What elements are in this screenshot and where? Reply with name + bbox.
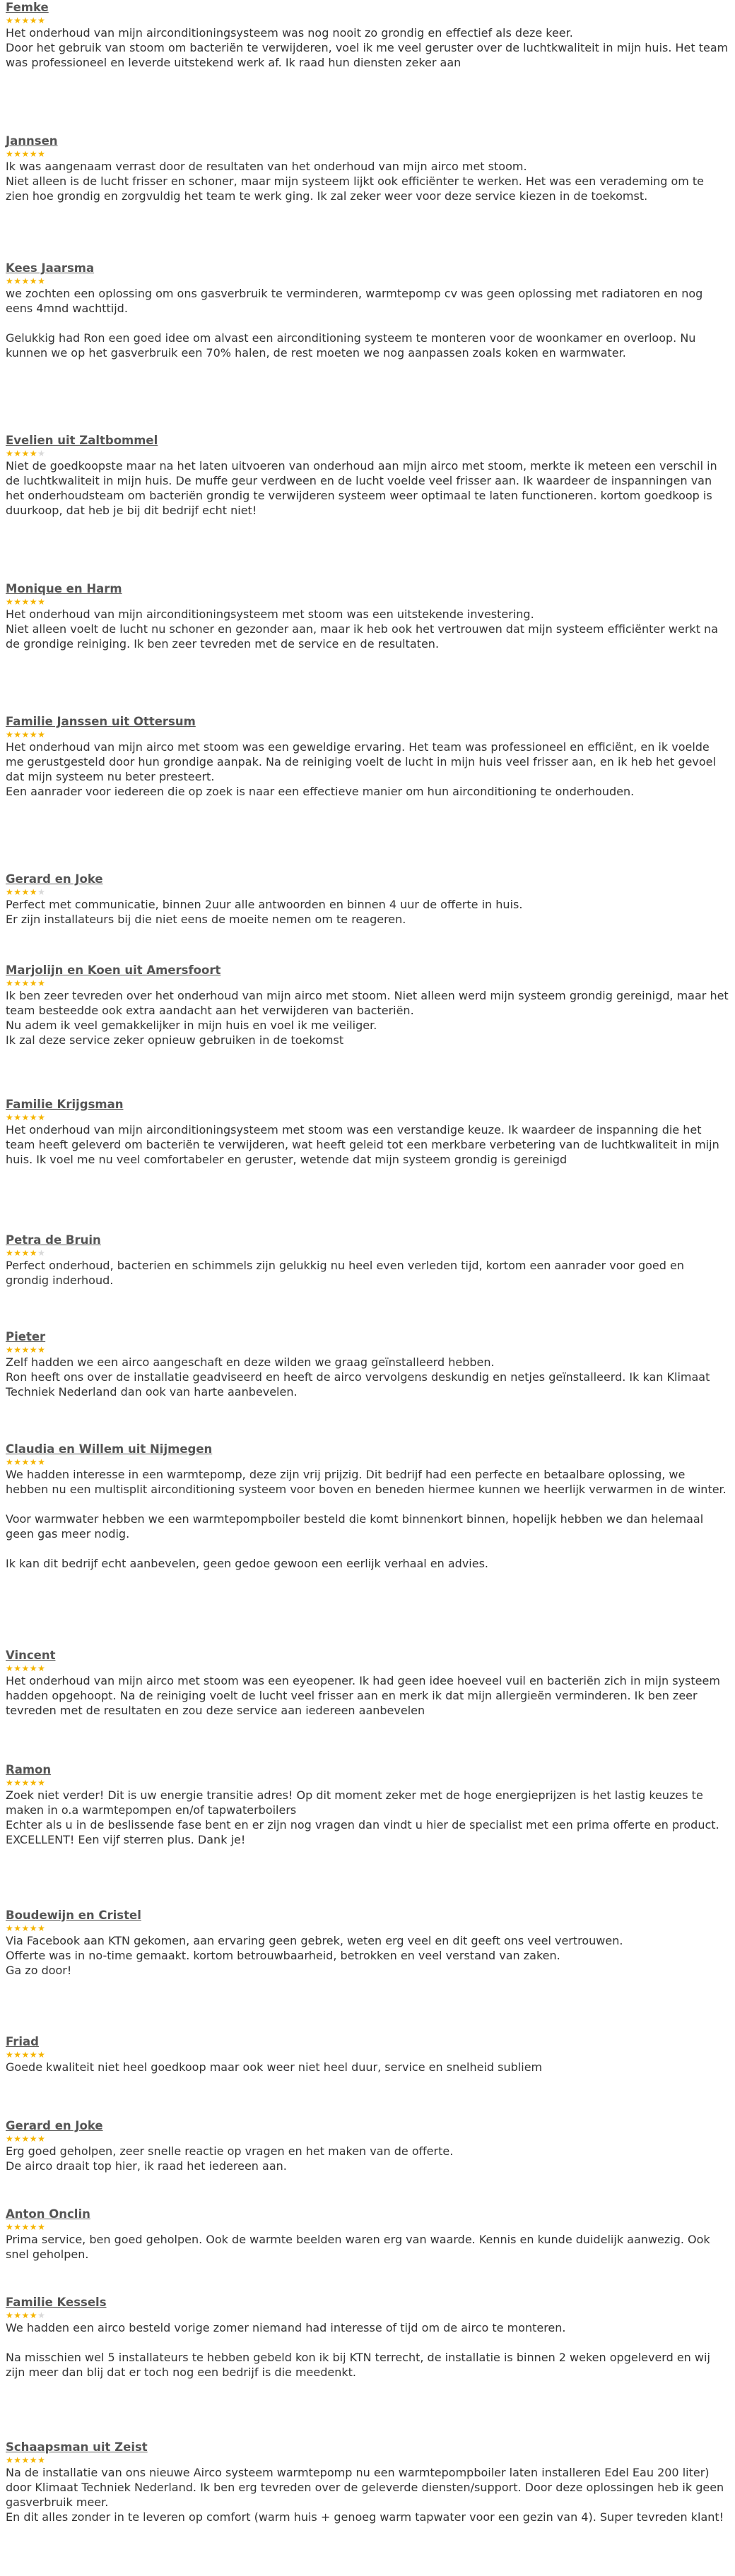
- review-item: [6, 1233, 729, 1288]
- review-item: [6, 1097, 729, 1167]
- reviewer-name: Familie Janssen uit Ottersum: [6, 715, 196, 728]
- review-paragraph: [6, 2144, 729, 2173]
- star-icon: ★: [6, 1923, 14, 1933]
- review-line: We hadden interesse in een warmtepomp, deze zijn vrij prijzig. Dit bedrijf had een perfecte en betaalbare oplossing, we hebben nu een multisplit airconditioning systeem voor boven en beneden hiermee kunnen we heerlijk verwarmen in de winter.: [6, 1468, 727, 1496]
- review-paragraph: [6, 286, 729, 316]
- star-icon: ★: [13, 1112, 22, 1122]
- star-icon: ★: [6, 597, 14, 607]
- review-text: [6, 740, 729, 799]
- review-text: [6, 25, 729, 70]
- review-text: [6, 2144, 729, 2173]
- star-icon: ★: [37, 597, 46, 607]
- review-paragraph: [6, 1122, 729, 1167]
- star-icon: ★: [21, 1663, 30, 1673]
- rating-stars: [6, 1248, 729, 1258]
- review-line: Gelukkig had Ron een goed idee om alvast een airconditioning systeem te monteren voor de woonkamer en overloop. Nu kunnen we op het gasverbruik een 70% halen, de rest moeten we nog aanpassen zoals koken en warmwater.: [6, 331, 696, 360]
- review-line: En dit alles zonder in te leveren op comfort (warm huis + genoeg warm tapwater voor een gezin van 4). Super tevreden klant!: [6, 2510, 724, 2524]
- star-icon: ★: [29, 1345, 38, 1355]
- star-icon: ★: [29, 1457, 38, 1467]
- review-item: [6, 1648, 729, 1718]
- review-line: Door het gebruik van stoom om bacteriën te verwijderen, voel ik me veel geruster over de luchtkwaliteit in mijn huis. Het team was professioneel en leverde uitstekend werk af. Ik raad hun diensten zeker aan: [6, 41, 729, 69]
- reviewer-name: Boudewijn en Cristel: [6, 1909, 141, 1922]
- review-line: Het onderhoud van mijn airconditioningsysteem met stoom was een verstandige keuze. Ik waardeer de inspanning die het team heeft geleverd om bacteriën te verwijderen, wat heeft geleid tot een merkbare verbetering van de luchtkwaliteit in mijn huis. Ik voel me nu veel comfortabeler en geruster, wetende dat mijn systeem grondig is gereinigd: [6, 1123, 719, 1166]
- star-icon: ★: [21, 1345, 30, 1355]
- reviewer-name: Monique en Harm: [6, 582, 122, 595]
- star-icon: ★: [13, 730, 22, 740]
- star-icon: ★: [37, 1112, 46, 1122]
- rating-stars: [6, 1923, 729, 1933]
- star-icon: ★: [13, 276, 22, 286]
- reviewer-name: Evelien uit Zaltbommel: [6, 434, 158, 447]
- review-line: Echter als u in de beslissende fase bent en er zijn nog vragen dan vindt u hier de specialist met een prima offerte en product. EXCELLENT! Een vijf sterren plus. Dank je!: [6, 1818, 719, 1846]
- review-line: We hadden een airco besteld vorige zomer niemand had interesse of tijd om de airco te monteren.: [6, 2321, 566, 2334]
- star-icon: ★: [6, 978, 14, 988]
- review-line: Zoek niet verder! Dit is uw energie transitie adres! Op dit moment zeker met de hoge energieprijzen is het lastig keuzes te maken in o.a warmtepompen en/of tapwaterboilers: [6, 1788, 703, 1817]
- review-line: Een aanrader voor iedereen die op zoek is naar een effectieve manier om hun airconditioning te onderhouden.: [6, 785, 635, 798]
- review-line: Ik kan dit bedrijf echt aanbevelen, geen gedoe gewoon een eerlijk verhaal en advies.: [6, 1557, 488, 1570]
- star-icon: ★: [37, 2050, 46, 2060]
- star-icon: ★: [21, 1778, 30, 1788]
- review-item: [6, 2034, 729, 2075]
- star-icon: ★: [37, 1663, 46, 1673]
- star-icon: ★: [21, 887, 30, 897]
- review-text: [6, 1673, 729, 1718]
- star-icon: ★: [6, 2310, 14, 2320]
- star-icon: ★: [29, 2455, 38, 2465]
- star-icon: ★: [13, 1248, 22, 1258]
- review-paragraph: [6, 159, 729, 203]
- review-paragraph: [6, 607, 729, 651]
- review-line: Er zijn installateurs bij die niet eens de moeite nemen om te reageren.: [6, 913, 406, 926]
- review-item: [6, 872, 729, 927]
- star-icon: ★: [21, 2050, 30, 2060]
- star-icon: ★: [21, 1457, 30, 1467]
- review-paragraph: [6, 2232, 729, 2262]
- review-paragraph: [6, 740, 729, 799]
- star-icon: ★: [13, 2050, 22, 2060]
- star-icon: ★: [21, 276, 30, 286]
- review-line: Het onderhoud van mijn airco met stoom was een geweldige ervaring. Het team was professioneel en efficiënt, en ik voelde me gerustgesteld door hun grondige aanpak. Na de reiniging voelt de lucht in mijn huis veel frisser aan, en ik heb het gevoel dat mijn systeem nu beter presteert.: [6, 740, 716, 783]
- star-icon: ★: [29, 887, 38, 897]
- review-text: [6, 2060, 729, 2075]
- star-icon: ★: [13, 978, 22, 988]
- star-icon: ★: [29, 978, 38, 988]
- review-line: Het onderhoud van mijn airconditioningsysteem met stoom was een uitstekende investering.: [6, 607, 534, 621]
- rating-stars: [6, 1663, 729, 1673]
- review-line: Niet alleen voelt de lucht nu schoner en gezonder aan, maar ik heb ook het vertrouwen dat mijn systeem efficiënter werkt na de grondige reiniging. Ik ben zeer tevreden met de service en de resultaten.: [6, 622, 718, 651]
- star-icon: ★: [37, 2134, 46, 2144]
- review-item: [6, 1908, 729, 1978]
- star-icon: ★: [29, 597, 38, 607]
- star-icon: ★: [29, 1663, 38, 1673]
- review-paragraph: [6, 1258, 729, 1288]
- star-icon: ★: [21, 2222, 30, 2232]
- star-icon: ★: [29, 276, 38, 286]
- star-icon: ★: [21, 1923, 30, 1933]
- review-line: De airco draait top hier, ik raad het iedereen aan.: [6, 2159, 287, 2173]
- star-icon: ★: [21, 16, 30, 25]
- rating-stars: [6, 1345, 729, 1355]
- review-item: [6, 2440, 729, 2524]
- review-paragraph: [6, 2060, 729, 2075]
- star-icon: ★: [37, 1248, 46, 1258]
- review-line: Het onderhoud van mijn airconditioningsysteem was nog nooit zo grondig en effectief als deze keer.: [6, 26, 573, 40]
- star-icon: ★: [37, 1778, 46, 1788]
- star-icon: ★: [13, 2222, 22, 2232]
- reviewer-name: Familie Kessels: [6, 2296, 107, 2309]
- star-icon: ★: [29, 2222, 38, 2232]
- review-text: [6, 897, 729, 927]
- review-text: [6, 458, 729, 518]
- star-icon: ★: [37, 449, 46, 458]
- star-icon: ★: [13, 2310, 22, 2320]
- review-paragraph: [6, 1673, 729, 1718]
- star-icon: ★: [29, 1778, 38, 1788]
- review-paragraph: [6, 1467, 729, 1497]
- star-icon: ★: [13, 597, 22, 607]
- star-icon: ★: [37, 978, 46, 988]
- review-paragraph: [6, 988, 729, 1047]
- review-text: [6, 1258, 729, 1288]
- review-paragraph: [6, 1512, 729, 1541]
- star-icon: ★: [29, 449, 38, 458]
- star-icon: ★: [13, 2455, 22, 2465]
- star-icon: ★: [37, 887, 46, 897]
- star-icon: ★: [29, 730, 38, 740]
- review-paragraph: [6, 2320, 729, 2335]
- star-icon: ★: [21, 730, 30, 740]
- star-icon: ★: [13, 149, 22, 159]
- star-icon: ★: [6, 1248, 14, 1258]
- reviewer-name: Petra de Bruin: [6, 1233, 101, 1247]
- rating-stars: [6, 978, 729, 988]
- reviewer-name: Gerard en Joke: [6, 2119, 103, 2132]
- star-icon: ★: [21, 1112, 30, 1122]
- reviewer-name: Vincent: [6, 1649, 56, 1662]
- star-icon: ★: [13, 449, 22, 458]
- reviewer-name: Claudia en Willem uit Nijmegen: [6, 1442, 213, 1456]
- reviewer-name: Ramon: [6, 1763, 52, 1776]
- review-line: Perfect met communicatie, binnen 2uur alle antwoorden en binnen 4 uur de offerte in huis.: [6, 898, 523, 911]
- star-icon: ★: [37, 276, 46, 286]
- reviewer-name: Anton Onclin: [6, 2207, 90, 2221]
- star-icon: ★: [37, 1923, 46, 1933]
- star-icon: ★: [37, 16, 46, 25]
- rating-stars: [6, 276, 729, 286]
- star-icon: ★: [6, 149, 14, 159]
- star-icon: ★: [29, 1112, 38, 1122]
- star-icon: ★: [29, 149, 38, 159]
- review-item: [6, 963, 729, 1047]
- review-text: [6, 1933, 729, 1978]
- reviewer-name: Gerard en Joke: [6, 872, 103, 886]
- review-line: Niet de goedkoopste maar na het laten uitvoeren van onderhoud aan mijn airco met stoom, merkte ik meteen een verschil in de luchtkwaliteit in mijn huis. De muffe geur verdween en de lucht voelde veel frisser aan. Ik waardeer de inspanningen van het onderhoudsteam om bacteriën grondig te verwijderen systeem weer optimaal te laten functioneren. kortom goedkoop is duurkoop, dat heb je bij dit bedrijf echt niet!: [6, 459, 717, 517]
- review-line: Via Facebook aan KTN gekomen, aan ervaring geen gebrek, weten erg veel en dit geeft ons veel vertrouwen.: [6, 1934, 623, 1947]
- star-icon: ★: [37, 730, 46, 740]
- review-paragraph: [6, 1788, 729, 1847]
- star-icon: ★: [29, 2050, 38, 2060]
- rating-stars: [6, 449, 729, 458]
- star-icon: ★: [6, 2222, 14, 2232]
- star-icon: ★: [6, 1663, 14, 1673]
- review-line: Erg goed geholpen, zeer snelle reactie op vragen en het maken van de offerte.: [6, 2144, 454, 2158]
- rating-stars: [6, 2050, 729, 2060]
- review-item: [6, 0, 729, 70]
- review-item: [6, 1442, 729, 1571]
- review-item: [6, 133, 729, 203]
- reviewer-name: Femke: [6, 1, 49, 14]
- star-icon: ★: [29, 2134, 38, 2144]
- star-icon: ★: [6, 2455, 14, 2465]
- star-icon: ★: [6, 2134, 14, 2144]
- star-icon: ★: [21, 597, 30, 607]
- star-icon: ★: [6, 887, 14, 897]
- star-icon: ★: [29, 2310, 38, 2320]
- review-paragraph: [6, 458, 729, 518]
- review-text: [6, 1122, 729, 1167]
- review-line: Ik was aangenaam verrast door de resultaten van het onderhoud van mijn airco met stoom.: [6, 160, 527, 173]
- star-icon: ★: [6, 1112, 14, 1122]
- rating-stars: [6, 1112, 729, 1122]
- rating-stars: [6, 2134, 729, 2144]
- review-item: [6, 261, 729, 360]
- review-text: [6, 2320, 729, 2380]
- reviewer-name: Familie Krijgsman: [6, 1098, 124, 1111]
- star-icon: ★: [6, 276, 14, 286]
- star-icon: ★: [37, 149, 46, 159]
- review-item: [6, 1762, 729, 1847]
- rating-stars: [6, 597, 729, 607]
- star-icon: ★: [13, 1663, 22, 1673]
- review-item: [6, 1329, 729, 1399]
- review-line: Na de installatie van ons nieuwe Airco systeem warmtepomp nu een warmtepompboiler laten installeren Edel Eau 200 liter) door Klimaat Techniek Nederland. Ik ben erg tevreden over de geleverde diensten/support. Door deze oplossingen heb ik geen gasverbruik meer.: [6, 2466, 724, 2509]
- review-text: [6, 607, 729, 651]
- star-icon: ★: [21, 1248, 30, 1258]
- review-text: [6, 159, 729, 203]
- star-icon: ★: [6, 1778, 14, 1788]
- star-icon: ★: [13, 1345, 22, 1355]
- review-line: Zelf hadden we een airco aangeschaft en deze wilden we graag geïnstalleerd hebben.: [6, 1355, 495, 1369]
- rating-stars: [6, 1778, 729, 1788]
- review-text: [6, 1467, 729, 1571]
- star-icon: ★: [6, 1345, 14, 1355]
- review-text: [6, 988, 729, 1047]
- review-line: Voor warmwater hebben we een warmtepompboiler besteld die komt binnenkort binnen, hopelijk hebben we dan helemaal geen gas meer nodig.: [6, 1512, 704, 1541]
- rating-stars: [6, 16, 729, 25]
- review-paragraph: [6, 25, 729, 70]
- star-icon: ★: [29, 16, 38, 25]
- star-icon: ★: [13, 16, 22, 25]
- reviewer-name: Jannsen: [6, 134, 58, 148]
- review-item: [6, 2118, 729, 2173]
- review-line: Offerte was in no-time gemaakt. kortom betrouwbaarheid, betrokken en veel verstand van zaken.: [6, 1949, 560, 1962]
- review-line: Ron heeft ons over de installatie geadviseerd en heeft de airco vervolgens deskundig en netjes geïnstalleerd. Ik kan Klimaat Techniek Nederland dan ook van harte aanbevelen.: [6, 1370, 710, 1399]
- review-line: Perfect onderhoud, bacterien en schimmels zijn gelukkig nu heel even verleden tijd, kortom een aanrader voor goed en grondig inderhoud.: [6, 1259, 684, 1287]
- review-paragraph: [6, 331, 729, 360]
- star-icon: ★: [6, 16, 14, 25]
- review-line: Niet alleen is de lucht frisser en schoner, maar mijn systeem lijkt ook efficiënter te werken. Het was een verademing om te zien hoe grondig en zorgvuldig het team te werk ging. Ik zal zeker weer voor deze service kiezen in de toekomst.: [6, 174, 705, 203]
- review-text: [6, 1355, 729, 1399]
- rating-stars: [6, 887, 729, 897]
- reviewer-name: Friad: [6, 2035, 39, 2048]
- star-icon: ★: [13, 2134, 22, 2144]
- review-text: [6, 2465, 729, 2524]
- rating-stars: [6, 149, 729, 159]
- review-line: Goede kwaliteit niet heel goedkoop maar ook weer niet heel duur, service en snelheid subliem: [6, 2060, 543, 2074]
- star-icon: ★: [21, 449, 30, 458]
- star-icon: ★: [21, 2310, 30, 2320]
- star-icon: ★: [13, 1778, 22, 1788]
- star-icon: ★: [21, 149, 30, 159]
- review-text: [6, 2232, 729, 2262]
- reviewer-name: Schaapsman uit Zeist: [6, 2440, 148, 2454]
- review-item: [6, 714, 729, 799]
- review-item: [6, 2207, 729, 2262]
- review-paragraph: [6, 2465, 729, 2524]
- star-icon: ★: [6, 1457, 14, 1467]
- star-icon: ★: [37, 1457, 46, 1467]
- review-line: Ik zal deze service zeker opnieuw gebruiken in de toekomst: [6, 1033, 344, 1047]
- rating-stars: [6, 2310, 729, 2320]
- review-paragraph: [6, 1556, 729, 1571]
- rating-stars: [6, 2222, 729, 2232]
- review-item: [6, 433, 729, 518]
- star-icon: ★: [21, 2455, 30, 2465]
- review-paragraph: [6, 897, 729, 927]
- star-icon: ★: [6, 2050, 14, 2060]
- rating-stars: [6, 730, 729, 740]
- review-line: Nu adem ik veel gemakkelijker in mijn huis en voel ik me veiliger.: [6, 1019, 377, 1032]
- review-text: [6, 286, 729, 360]
- rating-stars: [6, 2455, 729, 2465]
- review-line: Prima service, ben goed geholpen. Ook de warmte beelden waren erg van waarde. Kennis en kunde duidelijk aanwezig. Ook snel geholpen.: [6, 2233, 710, 2261]
- review-line: Ik ben zeer tevreden over het onderhoud van mijn airco met stoom. Niet alleen werd mijn systeem grondig gereinigd, maar het team besteedde ook extra aandacht aan het verwijderen van bacteriën.: [6, 989, 729, 1017]
- rating-stars: [6, 1457, 729, 1467]
- star-icon: ★: [37, 2222, 46, 2232]
- review-text: [6, 1788, 729, 1847]
- star-icon: ★: [6, 730, 14, 740]
- star-icon: ★: [6, 449, 14, 458]
- star-icon: ★: [37, 2455, 46, 2465]
- star-icon: ★: [21, 2134, 30, 2144]
- review-line: Het onderhoud van mijn airco met stoom was een eyeopener. Ik had geen idee hoeveel vuil en bacteriën zich in mijn systeem hadden opgehoopt. Na de reiniging voelt de lucht veel frisser aan en merk ik dat mijn allergieën verminderen. Ik ben zeer tevreden met de resultaten en zou deze service aan iedereen aanbevelen: [6, 1674, 720, 1717]
- review-item: [6, 2295, 729, 2380]
- reviewer-name: Marjolijn en Koen uit Amersfoort: [6, 963, 221, 977]
- review-line: Ga zo door!: [6, 1964, 72, 1977]
- reviewer-name: Pieter: [6, 1330, 46, 1343]
- star-icon: ★: [13, 887, 22, 897]
- review-item: [6, 581, 729, 651]
- review-paragraph: [6, 2350, 729, 2380]
- review-paragraph: [6, 1933, 729, 1978]
- review-paragraph: [6, 1355, 729, 1399]
- star-icon: ★: [29, 1248, 38, 1258]
- star-icon: ★: [21, 978, 30, 988]
- star-icon: ★: [29, 1923, 38, 1933]
- star-icon: ★: [37, 1345, 46, 1355]
- star-icon: ★: [13, 1923, 22, 1933]
- star-icon: ★: [13, 1457, 22, 1467]
- star-icon: ★: [37, 2310, 46, 2320]
- reviewer-name: Kees Jaarsma: [6, 261, 95, 275]
- review-line: we zochten een oplossing om ons gasverbruik te verminderen, warmtepomp cv was geen oplossing met radiatoren en nog eens 4mnd wachttijd.: [6, 287, 703, 315]
- review-line: Na misschien wel 5 installateurs te hebben gebeld kon ik bij KTN terrecht, de installatie is binnen 2 weken opgeleverd en wij zijn meer dan blij dat er toch nog een bedrijf is die meedenkt.: [6, 2351, 710, 2379]
